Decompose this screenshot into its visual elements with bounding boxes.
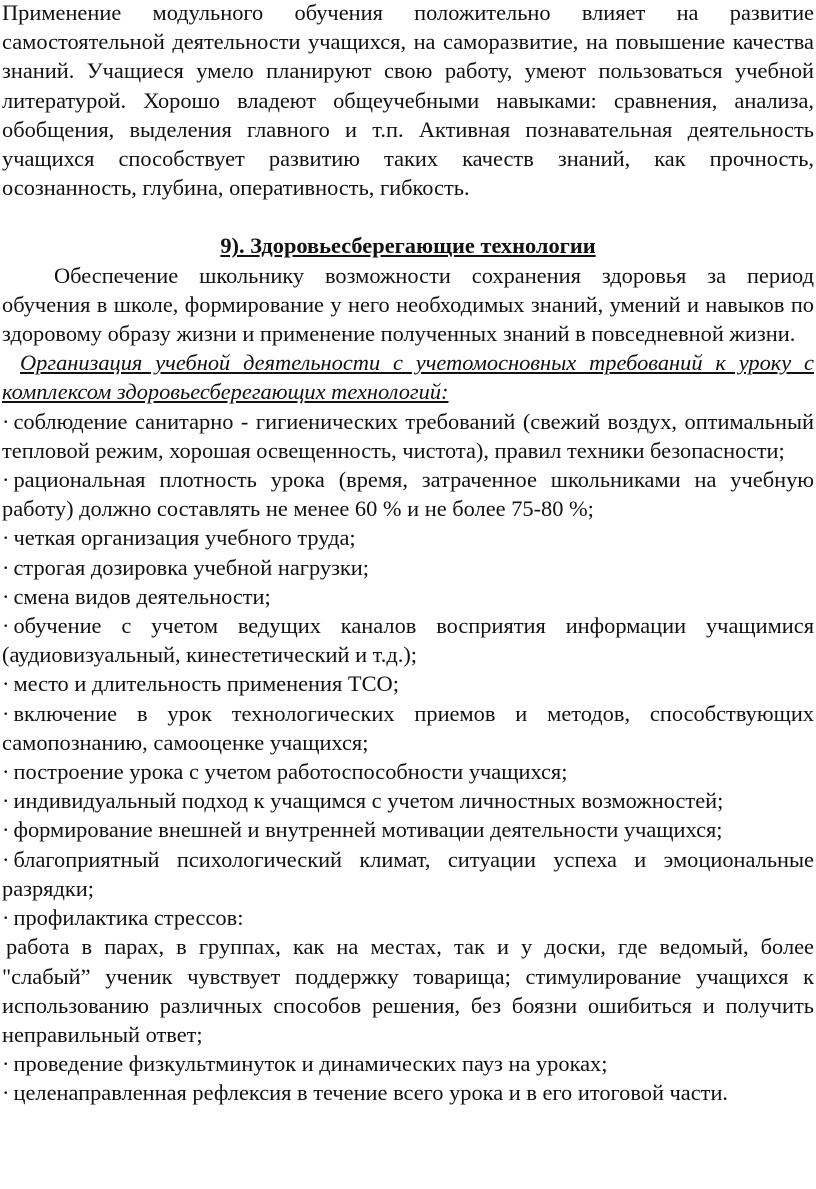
- intro-paragraph: Применение модульного обучения положительно влияет на развитие самостоятельной деятельности учащихся, на саморазвитие, на повышение качества знаний. Учащиеся умело планируют свою работу, умеют пользоваться учебной литературой. Хорошо владеют общеучебными навыками: сравнения, анализа, обобщения, выделения главного и т.п. Активная познавательная деятельность учащихся способствует развитию таких качеств знаний, как прочность, осознанность, глубина, оперативность, гибкость.: [2, 0, 814, 201]
- bullet-marker: ·: [2, 554, 10, 580]
- stress-prevention-paragraph: работа в парах, в группах, как на местах, так и у доски, где ведомый, более "слабый” ученик чувствует поддержку товарища; стимулирование учащихся к использованию различных способов решения, без боязни ошибиться и получить неправильный ответ;: [2, 934, 814, 1047]
- section-heading: 9). Здоровьесберегающие технологии: [220, 233, 596, 259]
- bullet-marker: ·: [2, 1080, 10, 1106]
- bullet-marker: ·: [2, 525, 10, 551]
- list-item-text: целенаправленная рефлексия в течение всего урока и в его итоговой части.: [13, 1080, 729, 1106]
- final-list: [2, 1049, 814, 1107]
- bullet-marker: ·: [2, 408, 10, 434]
- list-item-text: формирование внешней и внутренней мотивации деятельности учащихся;: [13, 817, 723, 843]
- list-item-text: рациональная плотность урока (время, затраченное школьниками на учебную работу) должно составлять не менее 60 % и не более 75-80 %;: [2, 467, 814, 522]
- list-item-text: смена видов деятельности;: [13, 583, 271, 609]
- list-item-text: построение урока с учетом работоспособности учащихся;: [13, 759, 568, 785]
- bullet-marker: ·: [2, 759, 10, 785]
- list-item-text: строгая дозировка учебной нагрузки;: [13, 554, 369, 580]
- bullet-marker: ·: [2, 905, 10, 931]
- list-item: [2, 523, 814, 552]
- bullet-marker: ·: [2, 788, 10, 814]
- bullet-marker: ·: [2, 671, 10, 697]
- list-item: [2, 845, 814, 903]
- list-item: [2, 786, 814, 815]
- list-item: [2, 1049, 814, 1078]
- list-item-text: индивидуальный подход к учащимся с учетом личностных возможностей;: [13, 788, 724, 814]
- bullet-marker: ·: [2, 700, 10, 726]
- requirements-subheading: Организация учебной деятельности с учетомосновных требований к уроку с комплексом здоровьесберегающих технологий:: [2, 350, 814, 405]
- list-item: [2, 903, 814, 932]
- list-item: [2, 407, 814, 465]
- paragraph-gap: [2, 202, 814, 231]
- list-item: [2, 1078, 814, 1107]
- bullet-marker: ·: [2, 846, 10, 872]
- list-item-text: обучение с учетом ведущих каналов восприятия информации учащимися (аудиовизуальный, кинестетический и т.д.);: [2, 613, 814, 668]
- list-item: [2, 465, 814, 523]
- list-item: [2, 611, 814, 669]
- bullet-marker: ·: [2, 467, 10, 493]
- bullet-marker: ·: [2, 613, 10, 639]
- list-item-text: соблюдение санитарно - гигиенических требований (свежий воздух, оптимальный тепловой режим, хорошая освещенность, чистота), правил техники безопасности;: [2, 408, 814, 463]
- bullet-marker: ·: [2, 817, 10, 843]
- list-item-text: профилактика стрессов:: [13, 905, 244, 931]
- list-item: [2, 757, 814, 786]
- list-item-text: место и длительность применения ТСО;: [13, 671, 399, 697]
- list-item: [2, 669, 814, 698]
- requirements-list: [2, 407, 814, 933]
- list-item: [2, 553, 814, 582]
- list-item-text: проведение физкультминуток и динамических пауз на уроках;: [13, 1051, 608, 1077]
- list-item-text: включение в урок технологических приемов и методов, способствующих самопознанию, самооценке учащихся;: [2, 700, 814, 755]
- bullet-marker: ·: [2, 583, 10, 609]
- list-item: [2, 699, 814, 757]
- list-item: [2, 582, 814, 611]
- bullet-marker: ·: [2, 1051, 10, 1077]
- list-item-text: четкая организация учебного труда;: [13, 525, 356, 551]
- list-item-text: благоприятный психологический климат, ситуации успеха и эмоциональные разрядки;: [2, 846, 814, 901]
- section-intro-paragraph: Обеспечение школьнику возможности сохранения здоровья за период обучения в школе, формирование у него необходимых знаний, умений и навыков по здоровому образу жизни и применение полученных знаний в повседневной жизни.: [2, 262, 814, 347]
- list-item: [2, 815, 814, 844]
